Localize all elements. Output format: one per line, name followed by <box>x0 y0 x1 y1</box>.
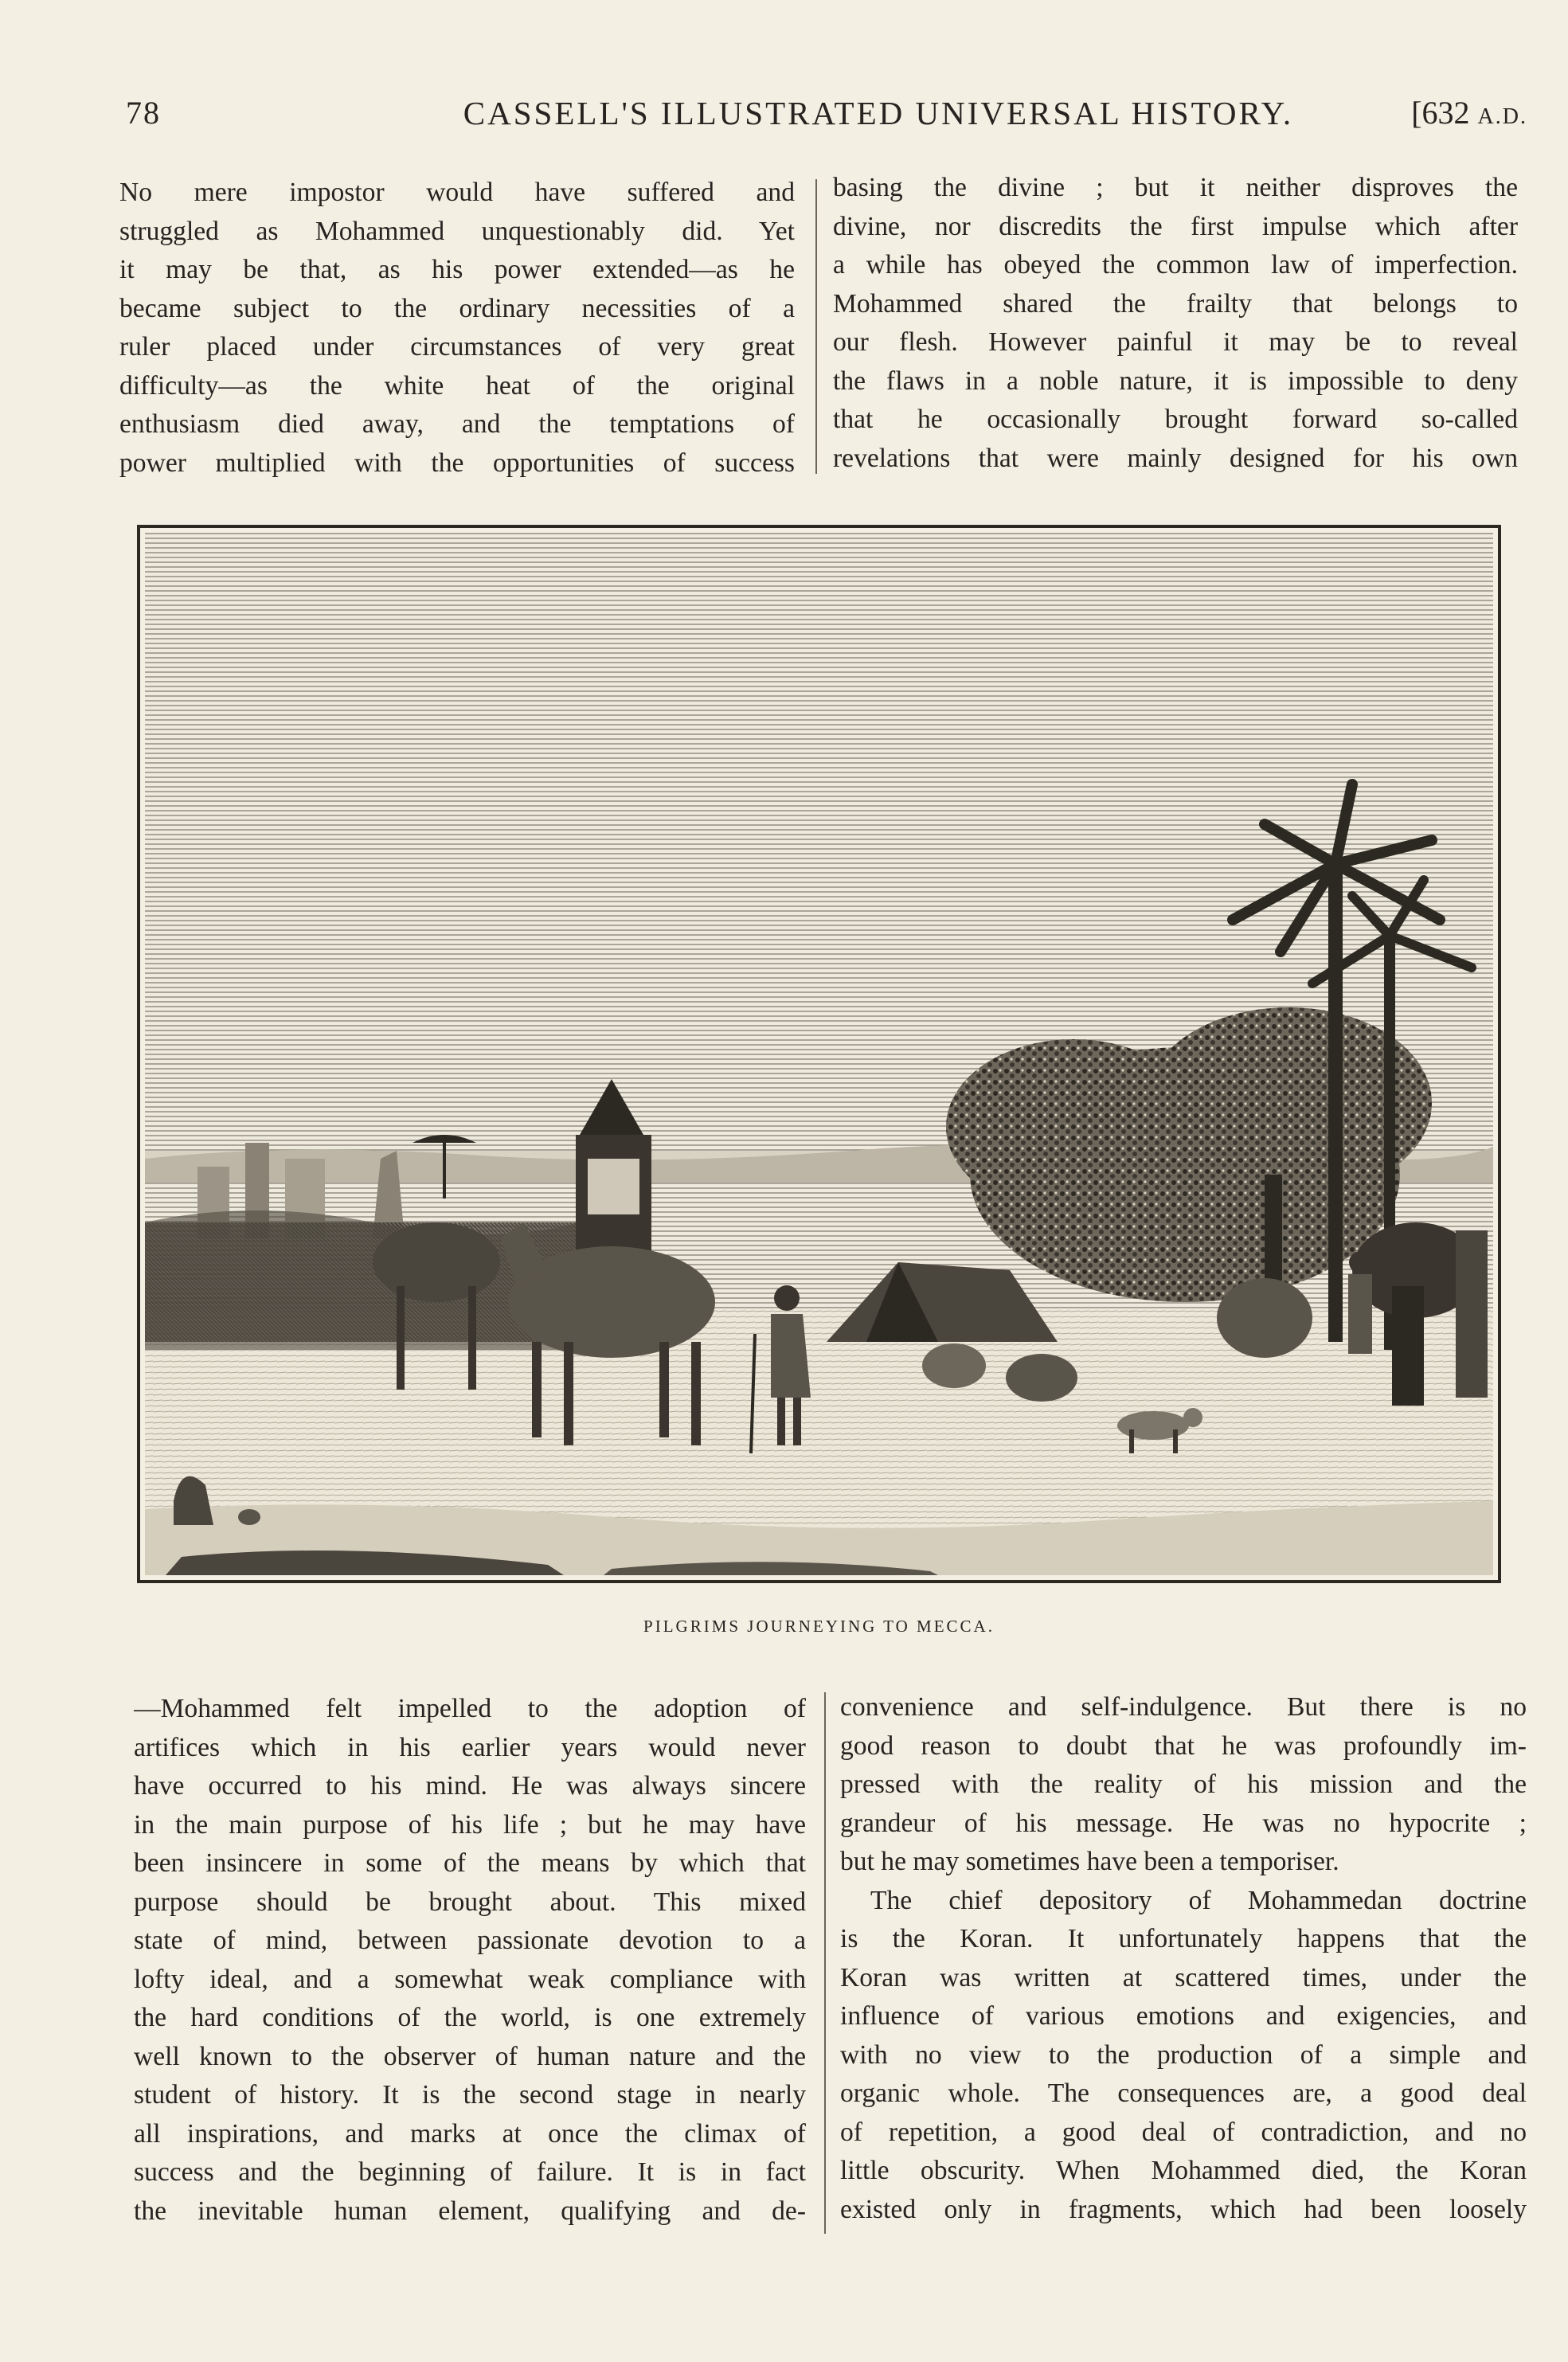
text-line: difficulty—as the white heat of the original <box>119 370 795 401</box>
column-rule-top <box>815 179 817 474</box>
text-line: became subject to the ordinary necessities of a <box>119 293 795 323</box>
text-line: The chief depository of Mohammedan doctrine <box>870 1885 1527 1915</box>
text-line: the flaws in a noble nature, it is impossible to deny <box>833 366 1518 396</box>
text-line: No mere impostor would have suffered and <box>119 178 795 207</box>
text-line: influence of various emotions and exigencies, and <box>840 2001 1527 2031</box>
text-line: grandeur of his message. He was no hypocrite ; <box>840 1808 1527 1838</box>
text-line: the inevitable human element, qualifying and de- <box>134 2196 806 2226</box>
text-line: of repetition, a good deal of contradiction, and no <box>840 2117 1527 2147</box>
text-line: but he may sometimes have been a temporiser. <box>840 1847 1339 1876</box>
text-line: Koran was written at scattered times, under the <box>840 1962 1527 1992</box>
text-line: been insincere in some of the means by which that <box>134 1848 806 1878</box>
text-line: little obscurity. When Mohammed died, the Koran <box>840 2156 1527 2185</box>
text-line: the hard conditions of the world, is one extremely <box>134 2003 806 2032</box>
figure-caption: PILGRIMS JOURNEYING TO MECCA. <box>643 1617 995 1636</box>
text-line: a while has obeyed the common law of imperfection. <box>833 250 1518 280</box>
text-line: power multiplied with the opportunities of success <box>119 448 795 478</box>
text-line: divine, nor discredits the first impulse which after <box>833 211 1518 241</box>
text-line: purpose should be brought about. This mixed <box>134 1887 806 1917</box>
text-line: all inspirations, and marks at once the climax of <box>134 2118 806 2149</box>
text-line: it may be that, as his power extended—as he <box>119 255 795 284</box>
text-line: artifices which in his earlier years would never <box>134 1732 806 1762</box>
text-line: enthusiasm died away, and the temptations of <box>119 409 795 439</box>
text-line: student of history. It is the second stage in nearly <box>134 2080 806 2110</box>
header-date-era: A.D. <box>1477 104 1527 129</box>
text-line: —Mohammed felt impelled to the adoption of <box>134 1694 806 1723</box>
page-number: 78 <box>126 95 161 131</box>
text-line: lofty ideal, and a somewhat weak compliance with <box>134 1964 806 1994</box>
bottom-left-column <box>134 1690 806 2231</box>
text-line: with no view to the production of a simple and <box>840 2039 1527 2070</box>
header-date-year: [632 <box>1411 95 1470 131</box>
header-date <box>1411 94 1527 131</box>
text-line: Mohammed shared the frailty that belongs to <box>833 288 1518 319</box>
column-rule-bottom <box>824 1692 826 2234</box>
text-line: ruler placed under circumstances of very great <box>119 332 795 362</box>
bottom-right-column <box>840 1688 1527 2229</box>
text-line: our flesh. However painful it may be to reveal <box>833 327 1518 357</box>
text-line: success and the beginning of failure. It is in fact <box>134 2157 806 2187</box>
engraving-illustration <box>134 522 1504 1586</box>
text-line: in the main purpose of his life ; but he may have <box>134 1809 806 1840</box>
text-line: is the Koran. It unfortunately happens that the <box>840 1924 1527 1953</box>
text-line: that he occasionally brought forward so-called <box>833 405 1518 434</box>
text-line: organic whole. The consequences are, a good deal <box>840 2078 1527 2108</box>
text-line: convenience and self-indulgence. But there is no <box>840 1692 1527 1722</box>
running-header <box>118 94 1527 142</box>
top-right-column <box>833 169 1518 478</box>
text-line: state of mind, between passionate devotion to a <box>134 1926 806 1955</box>
text-line: basing the divine ; but it neither disproves the <box>833 173 1518 202</box>
text-line: have occurred to his mind. He was always sincere <box>134 1771 806 1801</box>
text-line: struggled as Mohammed unquestionably did. Yet <box>119 216 795 246</box>
text-line: good reason to doubt that he was profoundly im- <box>840 1730 1527 1761</box>
text-line: existed only in fragments, which had been loosely <box>840 2194 1527 2224</box>
text-line: revelations that were mainly designed for his own <box>833 443 1518 473</box>
text-line: pressed with the reality of his mission and the <box>840 1770 1527 1799</box>
text-line: well known to the observer of human nature and the <box>134 2041 806 2071</box>
running-title: CASSELL'S ILLUSTRATED UNIVERSAL HISTORY. <box>463 95 1294 131</box>
top-left-column <box>119 174 795 483</box>
